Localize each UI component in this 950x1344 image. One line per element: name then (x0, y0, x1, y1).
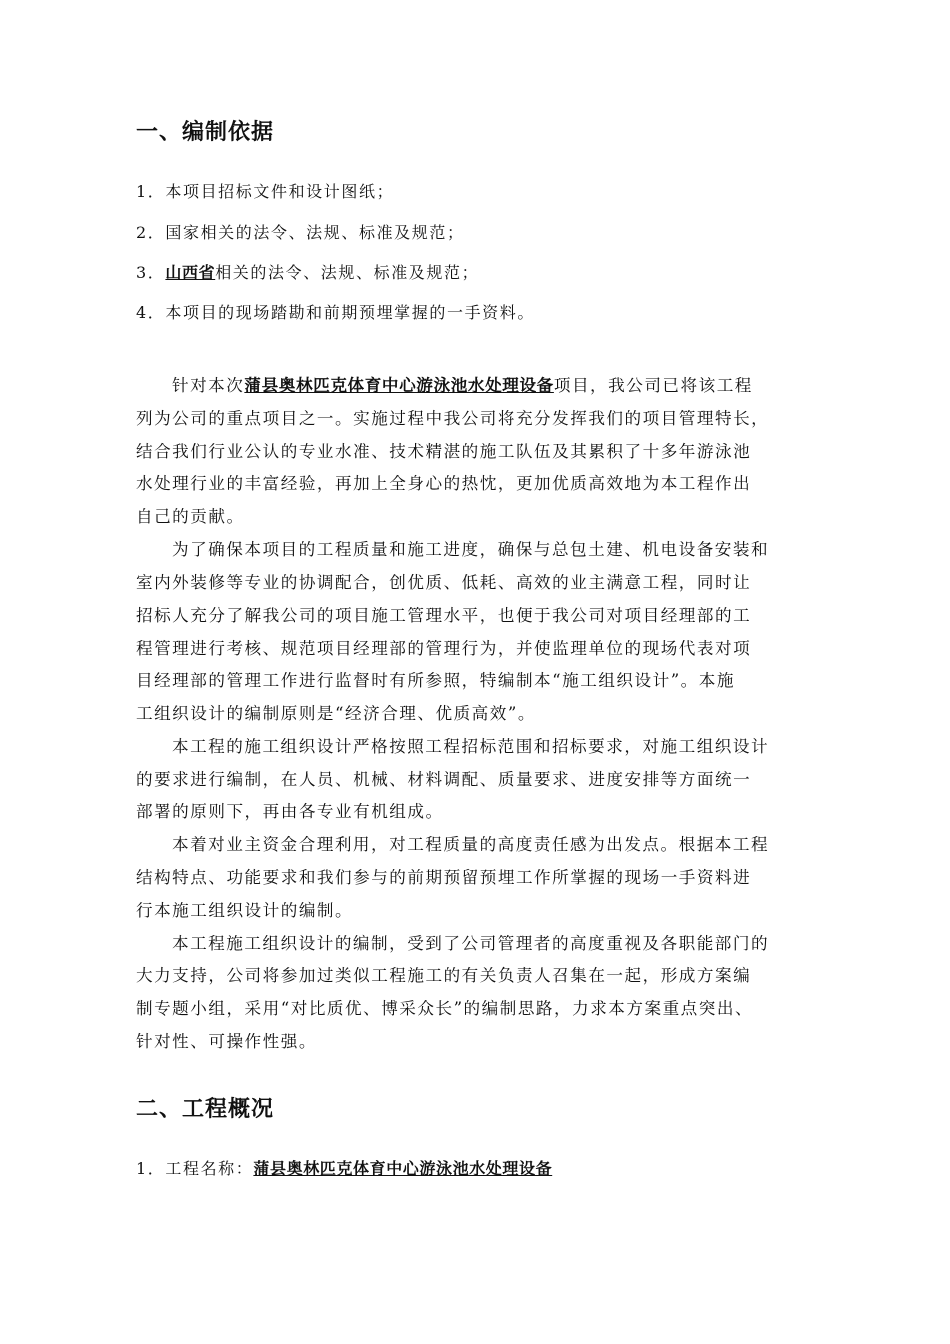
province-highlight: 山西省 (165, 263, 216, 282)
paragraph-2-line-1: 为了确保本项目的工程质量和施工进度，确保与总包土建、机电设备安装和 (172, 540, 770, 559)
paragraph-2-line-4: 程管理进行考核、规范项目经理部的管理行为，并使监理单位的现场代表对项 (136, 639, 752, 658)
list-item-3-suffix: 相关的法令、法规、标准及规范； (215, 263, 480, 282)
paragraph-4-line-1: 本着对业主资金合理利用，对工程质量的高度责任感为出发点。根据本工程 (172, 835, 770, 854)
list-item-3-prefix: 3． (136, 263, 166, 282)
section-heading-2: 二、工程概况 (136, 1097, 275, 1122)
paragraph-3-line-2: 的要求进行编制，在人员、机械、材料调配、质量要求、进度安排等方面统一 (136, 770, 752, 789)
paragraph-1-prefix: 针对本次 (172, 376, 245, 395)
list-item-4: 4．本项目的现场踏勘和前期预埋掌握的一手资料。 (136, 303, 535, 322)
paragraph-1-suffix: 项目，我公司已将该工程 (553, 376, 753, 395)
paragraph-2-line-2: 室内外装修等专业的协调配合，创优质、低耗、高效的业主满意工程，同时让 (136, 573, 752, 592)
paragraph-2-line-5: 目经理部的管理工作进行监督时有所参照，特编制本“施工组织设计”。本施 (136, 671, 735, 690)
paragraph-1-line-4: 水处理行业的丰富经验，再加上全身心的热忱，更加优质高效地为本工程作出 (136, 474, 752, 493)
project-name-label: 1．工程名称： (136, 1159, 254, 1178)
paragraph-1-line-1 (136, 375, 888, 397)
list-item-1: 1．本项目招标文件和设计图纸； (136, 182, 395, 201)
paragraph-4-line-3: 行本施工组织设计的编制。 (136, 901, 354, 920)
list-item-2: 2．国家相关的法令、法规、标准及规范； (136, 223, 465, 242)
paragraph-2-line-3: 招标人充分了解我公司的项目施工管理水平，也便于我公司对项目经理部的工 (136, 606, 752, 625)
project-name-item (136, 1158, 552, 1180)
paragraph-3-line-1: 本工程的施工组织设计严格按照工程招标范围和招标要求，对施工组织设计 (172, 737, 770, 756)
paragraph-5-line-2: 大力支持，公司将参加过类似工程施工的有关负责人召集在一起，形成方案编 (136, 966, 752, 985)
paragraph-5-line-3: 制专题小组，采用“对比质优、博采众长”的编制思路，力求本方案重点突出、 (136, 999, 754, 1018)
paragraph-1-line-5: 自己的贡献。 (136, 507, 245, 526)
paragraph-4-line-2: 结构特点、功能要求和我们参与的前期预留预埋工作所掌握的现场一手资料进 (136, 868, 752, 887)
project-name-value: 蒲县奥林匹克体育中心游泳池水处理设备 (253, 1159, 553, 1178)
paragraph-5-line-4: 针对性、可操作性强。 (136, 1032, 317, 1051)
project-name-highlight: 蒲县奥林匹克体育中心游泳池水处理设备 (244, 376, 554, 395)
list-item-3 (136, 262, 479, 284)
section-heading-1: 一、编制依据 (136, 120, 275, 145)
paragraph-2-line-6: 工组织设计的编制原则是“经济合理、优质高效”。 (136, 704, 536, 723)
paragraph-1-line-3: 结合我们行业公认的专业水准、技术精湛的施工队伍及其累积了十多年游泳池 (136, 442, 752, 461)
paragraph-1-line-2: 列为公司的重点项目之一。实施过程中我公司将充分发挥我们的项目管理特长， (136, 409, 770, 428)
paragraph-5-line-1: 本工程施工组织设计的编制，受到了公司管理者的高度重视及各职能部门的 (172, 934, 770, 953)
paragraph-3-line-3: 部署的原则下，再由各专业有机组成。 (136, 802, 444, 821)
